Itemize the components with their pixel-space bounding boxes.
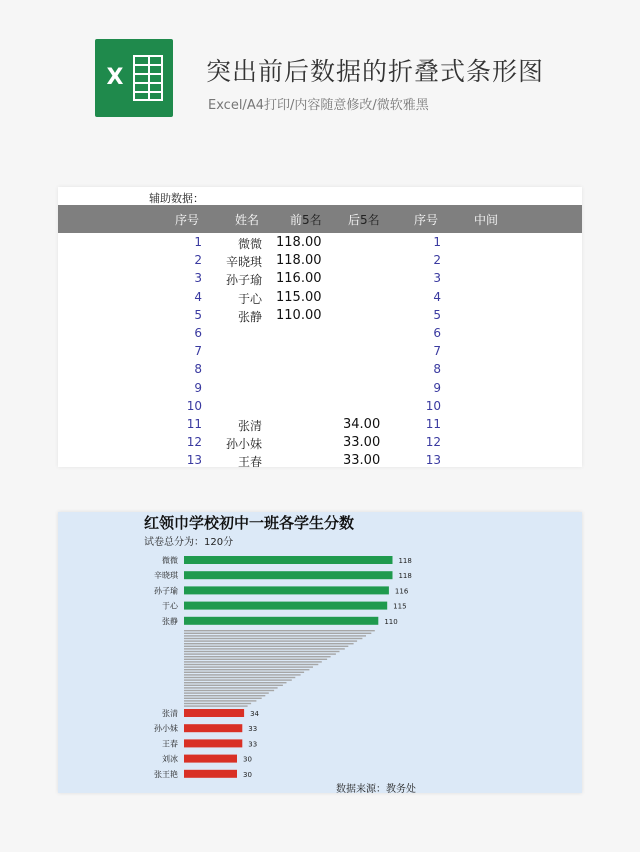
middle-bar	[184, 648, 345, 649]
cell-seq: 2	[194, 253, 202, 268]
cell-seq2: 4	[433, 289, 441, 304]
header-middle: 中间	[474, 213, 499, 227]
cell-name: 孙小妹	[225, 437, 262, 452]
cell-seq: 13	[186, 453, 202, 467]
middle-bar	[184, 682, 287, 683]
top-value-label: 116	[394, 587, 409, 596]
top-value-label: 110	[384, 617, 398, 626]
bottom-category-label: 刘冰	[162, 754, 178, 764]
logo-letter: X	[106, 65, 124, 90]
cell-seq2: 5	[433, 307, 441, 322]
cell-seq2: 11	[425, 417, 441, 431]
table-row	[58, 416, 582, 434]
cell-seq: 1	[194, 235, 202, 249]
bottom-category-label: 孙小妹	[154, 724, 178, 734]
cell-seq: 10	[186, 398, 202, 413]
top-bar	[184, 617, 378, 625]
cell-seq2: 12	[425, 435, 441, 450]
bottom-bar	[184, 709, 244, 717]
cell-seq2: 13	[425, 453, 441, 467]
aux-data-label: 辅助数据：	[149, 192, 204, 205]
header-top5	[290, 211, 322, 228]
page-subtitle: Excel/A4打印/内容随意修改/微软雅黑	[208, 98, 429, 113]
cell-top5: 115.00	[276, 289, 322, 305]
middle-bar	[184, 700, 256, 701]
bottom-bar	[184, 755, 237, 763]
top-value-label: 118	[398, 557, 412, 565]
cell-seq: 8	[194, 362, 202, 377]
cell-bottom5: 33.00	[343, 435, 381, 451]
middle-bar	[184, 669, 309, 670]
top-category-label: 孙子瑜	[154, 586, 178, 596]
top-bar	[184, 571, 393, 579]
middle-bar	[184, 656, 331, 657]
cell-seq2: 6	[433, 326, 441, 340]
cell-name: 微微	[237, 237, 262, 251]
cell-name: 张静	[237, 309, 262, 324]
top-category-label: 辛晓琪	[154, 571, 178, 581]
middle-bar	[184, 679, 292, 680]
header-bottom5-prefix: 后	[348, 213, 361, 227]
middle-bar	[184, 633, 371, 634]
chart-title: 红领巾学校初中一班各学生分数	[144, 514, 355, 532]
cell-top5: 116.00	[276, 271, 322, 287]
table-row	[58, 252, 582, 270]
middle-bar	[184, 640, 357, 641]
top-category-label: 微微	[162, 556, 178, 565]
bottom-value-label: 34	[250, 710, 259, 718]
middle-bar	[184, 630, 375, 631]
logo-grid-icon	[133, 55, 163, 101]
bottom-value-label: 33	[248, 740, 258, 749]
header-top5-suffix: 5名	[302, 213, 322, 227]
cell-seq: 6	[194, 326, 202, 340]
middle-bar	[184, 643, 354, 644]
header-top5-prefix: 前	[290, 213, 303, 227]
cell-seq: 3	[194, 271, 202, 286]
middle-bar	[184, 690, 274, 691]
cell-seq: 9	[194, 380, 202, 395]
table-row	[58, 234, 582, 252]
middle-bar	[184, 687, 278, 688]
bottom-value-label: 30	[243, 770, 252, 779]
bottom-category-label: 王春	[162, 739, 178, 749]
table-row	[58, 434, 582, 452]
cell-seq2: 7	[433, 344, 441, 359]
cell-seq: 4	[194, 289, 202, 304]
bottom-bar	[184, 724, 242, 732]
middle-bar	[184, 664, 318, 665]
table-row	[58, 380, 582, 398]
table-row	[58, 343, 582, 361]
chart-plot	[58, 512, 582, 793]
page-title: 突出前后数据的折叠式条形图	[206, 57, 545, 86]
table-row	[58, 452, 582, 467]
header-bottom5	[348, 211, 380, 228]
chart-source: 数据来源：教务处	[336, 784, 416, 793]
bottom-value-label: 30	[243, 755, 252, 764]
cell-seq2: 3	[433, 271, 441, 286]
cell-name: 孙子瑜	[225, 273, 262, 288]
table-row	[58, 270, 582, 288]
middle-bar	[184, 677, 295, 678]
chart-subtitle: 试卷总分为：120分	[144, 537, 234, 548]
table-row	[58, 325, 582, 343]
table-header	[58, 205, 582, 233]
table-row	[58, 307, 582, 325]
cell-seq: 7	[194, 344, 202, 359]
header-seq: 序号	[175, 213, 200, 227]
top-value-label: 115	[393, 602, 407, 611]
cell-seq: 12	[186, 435, 202, 450]
middle-bar	[184, 646, 348, 647]
bottom-value-label: 33	[248, 725, 258, 734]
cell-top5: 118.00	[276, 235, 322, 250]
helper-data-sheet	[58, 187, 582, 467]
cell-seq: 5	[194, 307, 202, 322]
middle-bar	[184, 705, 248, 706]
middle-bar	[184, 653, 336, 654]
top-bar	[184, 556, 393, 564]
middle-bar	[184, 672, 304, 673]
cell-seq: 11	[186, 417, 202, 431]
middle-bar	[184, 651, 340, 652]
middle-bar	[184, 692, 269, 693]
cell-bottom5: 34.00	[343, 417, 381, 432]
middle-bar	[184, 695, 265, 696]
cell-name: 辛晓琪	[225, 255, 262, 270]
header-seq2: 序号	[414, 213, 439, 227]
middle-bar	[184, 661, 322, 662]
middle-bar	[184, 703, 251, 704]
bottom-bar	[184, 770, 237, 778]
cell-top5: 110.00	[276, 307, 322, 323]
top-category-label: 张静	[162, 616, 178, 626]
table-row	[58, 289, 582, 307]
cell-name: 张清	[237, 419, 262, 433]
middle-bar	[184, 698, 262, 699]
top-value-label: 118	[398, 572, 412, 581]
header-bottom5-suffix: 5名	[360, 213, 380, 227]
header-name: 姓名	[235, 213, 260, 227]
cell-bottom5: 33.00	[343, 453, 381, 467]
middle-bar	[184, 635, 366, 636]
middle-bar	[184, 638, 362, 639]
middle-bar	[184, 659, 327, 660]
score-chart	[58, 512, 582, 793]
middle-bar	[184, 666, 313, 667]
cell-seq2: 9	[433, 380, 441, 395]
table-row	[58, 361, 582, 379]
cell-seq2: 8	[433, 362, 441, 377]
table-row	[58, 398, 582, 416]
cell-seq2: 10	[425, 398, 441, 413]
bottom-category-label: 张王艳	[154, 769, 178, 779]
excel-logo-icon	[95, 39, 173, 117]
middle-bar	[184, 685, 283, 686]
cell-top5: 118.00	[276, 253, 322, 269]
bottom-category-label: 张清	[162, 709, 178, 718]
middle-bar	[184, 674, 301, 675]
bottom-bar	[184, 739, 242, 747]
cell-name: 王春	[237, 455, 262, 467]
top-bar	[184, 602, 387, 610]
cell-seq2: 2	[433, 253, 441, 268]
cell-seq2: 1	[433, 235, 441, 249]
cell-name: 于心	[237, 291, 262, 306]
top-bar	[184, 586, 389, 594]
top-category-label: 于心	[162, 601, 178, 611]
